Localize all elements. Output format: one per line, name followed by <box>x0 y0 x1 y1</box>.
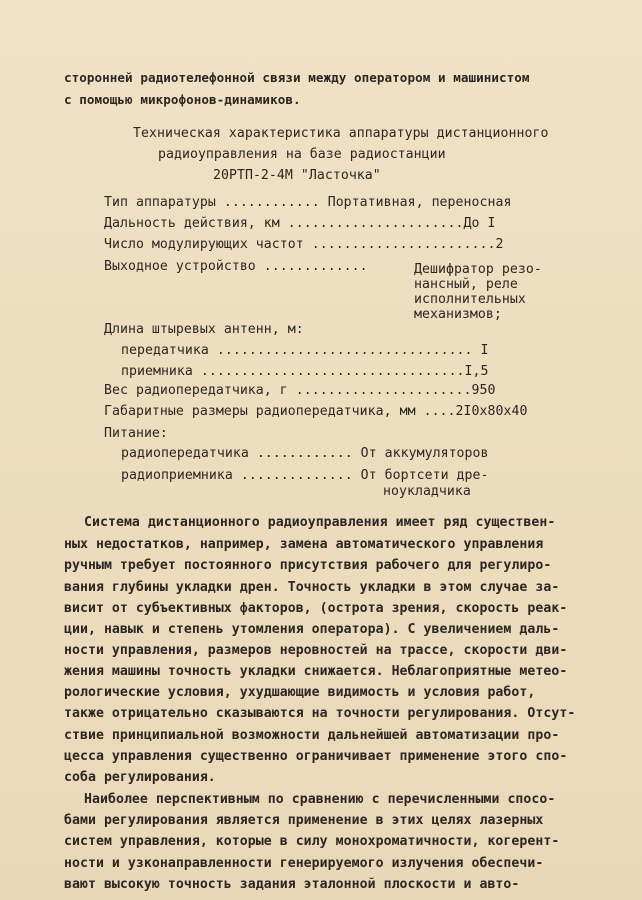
paragraph2-line-1: Наиболее перспективным по сравнению с перечисленными спосо- <box>84 792 556 807</box>
intro-line-2: с помощью микрофонов-динамиков. <box>64 92 301 107</box>
paragraph1-line-5: висит от субъективных факторов, (острота зрения, скорость реак- <box>64 601 568 616</box>
paragraph1-line-12: цесса управления существенно ограничивает применение этого спо- <box>64 749 568 764</box>
spec-title-line-1: Техническая характеристика аппаратуры дистанционного <box>133 126 549 141</box>
spec-output-value-3: исполнительных <box>414 292 526 307</box>
paragraph1-line-3: ручным требует постоянного присутствия рабочего для регулиро- <box>64 558 552 573</box>
spec-range: Дальность действия, км ......................До I <box>104 216 496 231</box>
spec-antenna-receiver: приемника .................................I,5 <box>121 364 489 379</box>
spec-dimensions: Габаритные размеры радиопередатчика, мм ....2I0х80х40 <box>104 404 528 419</box>
spec-type: Тип аппаратуры ............ Портативная, переносная <box>104 195 512 210</box>
spec-frequencies: Число модулирующих частот .......................2 <box>104 237 504 252</box>
paragraph1-line-4: вания глубины укладки дрен. Точность укладки в этом случае за- <box>64 580 560 595</box>
intro-line-1: сторонней радиотелефонной связи между оператором и машинистом <box>64 70 530 85</box>
paragraph1-line-7: ности управления, размеров неровностей на трассе, скорости дви- <box>64 643 568 658</box>
paragraph1-line-11: ствие принципиальной возможности дальнейшей автоматизации про- <box>64 728 560 743</box>
spec-output-label: Выходное устройство ............. <box>104 259 368 274</box>
spec-power-receiver: радиоприемника .............. От бортсети дре- <box>121 468 489 483</box>
spec-power-heading: Питание: <box>104 426 168 441</box>
spec-power-receiver-cont: ноукладчика <box>383 484 471 499</box>
paragraph1-line-6: ции, навык и степень утомления оператора). С увеличением даль- <box>64 622 560 637</box>
paragraph2-line-5: вают высокую точность задания эталонной плоскости и авто- <box>64 877 520 892</box>
spec-weight: Вес радиопередатчика, г ......................950 <box>104 383 496 398</box>
paragraph2-line-4: ности и узконаправленности генерируемого излучения обеспечи- <box>64 856 544 871</box>
spec-antenna-heading: Длина штыревых антенн, м: <box>104 322 304 337</box>
spec-title-line-3: 20РТП-2-4М "Ласточка" <box>213 168 381 183</box>
paragraph1-line-1: Система дистанционного радиоуправления имеет ряд существен- <box>84 515 556 530</box>
spec-output-value-1: Дешифратор резо- <box>414 262 542 277</box>
spec-antenna-transmitter: передатчика ................................ I <box>121 343 489 358</box>
paragraph1-line-10: также отрицательно сказываются на точности регулирования. Отсут- <box>64 706 576 721</box>
paragraph1-line-2: ных недостатков, например, замена автоматического управления <box>64 537 544 552</box>
paragraph1-line-8: жения машины точность укладки снижается. Неблагоприятные метео- <box>64 664 568 679</box>
spec-power-transmitter: радиопередатчика ............ От аккумуляторов <box>121 446 489 461</box>
paragraph1-line-9: рологические условия, ухудшающие видимость и условия работ, <box>64 685 536 700</box>
spec-output-value-2: нансный, реле <box>414 277 518 292</box>
spec-output-value-4: механизмов; <box>414 307 502 322</box>
paragraph1-line-13: соба регулирования. <box>64 770 216 785</box>
paragraph2-line-3: систем управления, которые в силу монохроматичности, когерент- <box>64 834 560 849</box>
spec-title-line-2: радиоуправления на базе радиостанции <box>158 147 446 162</box>
paragraph2-line-2: бами регулирования является применение в этих целях лазерных <box>64 813 544 828</box>
